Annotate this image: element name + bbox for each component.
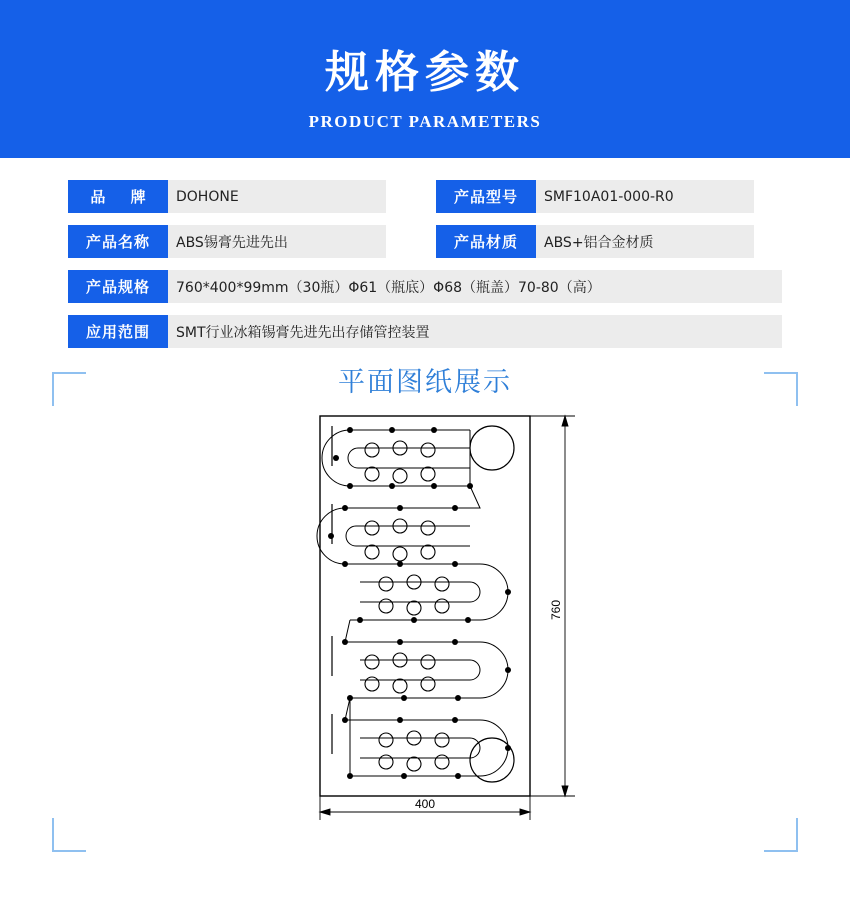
page-title: 规格参数	[325, 46, 525, 98]
spec-item-material	[436, 225, 782, 258]
drawing-title: 平面图纸展示	[338, 367, 512, 398]
technical-drawing	[0, 408, 850, 828]
spec-row	[68, 225, 782, 258]
spec-value-application: SMT行业冰箱锡膏先进先出存储管控装置	[168, 315, 782, 348]
spec-row	[68, 180, 782, 213]
drawing-svg	[0, 408, 850, 828]
spec-label-brand: 品 牌	[68, 180, 168, 213]
spec-item-application	[68, 315, 782, 348]
decorative-corner-top-right	[764, 372, 798, 406]
spec-label-application: 应用范围	[68, 315, 168, 348]
spec-value-brand: DOHONE	[168, 180, 386, 213]
spec-value-material: ABS+铝合金材质	[536, 225, 754, 258]
spec-item-dimensions	[68, 270, 782, 303]
spec-item-brand	[68, 180, 414, 213]
spec-label-dimensions: 产品规格	[68, 270, 168, 303]
page-subtitle: PRODUCT PARAMETERS	[308, 111, 542, 131]
spec-gap	[414, 225, 436, 258]
dimension-height-label: 760	[549, 599, 563, 621]
spec-row	[68, 315, 782, 348]
spec-row	[68, 270, 782, 303]
specification-table	[0, 158, 850, 348]
spec-label-material: 产品材质	[436, 225, 536, 258]
page-header-banner	[0, 0, 850, 158]
spec-label-model: 产品型号	[436, 180, 536, 213]
spec-value-model: SMF10A01-000-R0	[536, 180, 754, 213]
dimension-width-label: 400	[414, 797, 436, 811]
spec-value-dimensions: 760*400*99mm（30瓶）Φ61（瓶底）Φ68（瓶盖）70-80（高）	[168, 270, 782, 303]
spec-label-product-name: 产品名称	[68, 225, 168, 258]
spec-gap	[414, 180, 436, 213]
spec-item-product-name	[68, 225, 414, 258]
decorative-corner-top-left	[52, 372, 86, 406]
spec-value-product-name: ABS锡膏先进先出	[168, 225, 386, 258]
drawing-section	[0, 360, 850, 890]
spec-item-model	[436, 180, 782, 213]
